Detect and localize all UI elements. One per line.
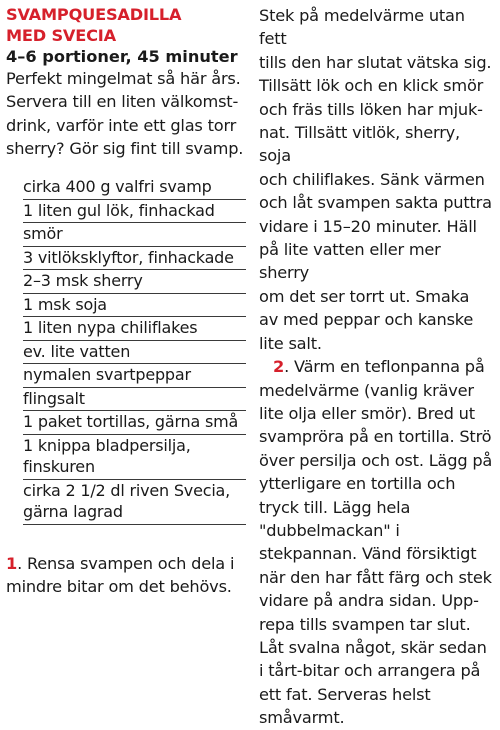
- left-column: [6, 4, 246, 525]
- ingredient-item: flingsalt: [23, 388, 246, 412]
- ingredient-item: ev. lite vatten: [23, 341, 246, 365]
- ingredient-item: smör: [23, 223, 246, 247]
- right-column: [259, 4, 495, 730]
- ingredient-item: 1 knippa bladpersilja, finskuren: [23, 435, 246, 480]
- step-1: [6, 552, 246, 599]
- step-1-number: 1: [6, 554, 18, 573]
- ingredient-item: 1 liten gul lök, finhackad: [23, 200, 246, 224]
- servings-time: 4–6 portioner, 45 minuter: [6, 47, 238, 66]
- recipe-title: [6, 4, 246, 46]
- step-1-text: . Rensa svampen och dela i mindre bitar om det behövs.: [6, 554, 235, 597]
- step-2-number: 2: [273, 357, 285, 377]
- ingredient-item: 3 vitlöksklyftor, finhackade: [23, 247, 246, 271]
- ingredient-item: 1 liten nypa chiliflakes: [23, 317, 246, 341]
- ingredient-item: 2–3 msk sherry: [23, 270, 246, 294]
- title-line-1: SVAMPQUESADILLA: [6, 5, 182, 24]
- step-2: [259, 355, 495, 730]
- ingredient-item: cirka 2 1/2 dl riven Svecia, gärna lagrad: [23, 480, 246, 525]
- recipe-intro: Perfekt mingelmat så här års. Servera till en liten välkomst-drink, varför inte ett glas torr sherry? Gör sig fint till svamp.: [6, 69, 244, 158]
- ingredient-item: nymalen svartpeppar: [23, 364, 246, 388]
- title-line-2: MED SVECIA: [6, 26, 116, 45]
- ingredient-item: 1 msk soja: [23, 294, 246, 318]
- step-2-text: . Värm en teflonpanna på medelvärme (vanlig kräver lite olja eller smör). Bred ut svampröra på en tortilla. Strö över persilja och ost. Lägg på ytterligare en tortilla och tryck till. Lägg hela "dubbelmackan" i stekpannan. Vänd försiktigt när den har fått färg och stek vidare på andra sidan. Upp-repa tills svampen tar slut. Låt svalna något, skär sedan i tårt-bitar och arrangera på ett fat. Serveras helst småvarmt.: [259, 357, 493, 728]
- ingredient-list: [6, 176, 246, 525]
- ingredient-item: 1 paket tortillas, gärna små: [23, 411, 246, 435]
- ingredient-item: cirka 400 g valfri svamp: [23, 176, 246, 200]
- step-1-continued: Stek på medelvärme utan fett tills den har slutat vätska sig. Tillsätt lök och en klick smör och fräs tills löken har mjuk- nat. Tillsätt vitlök, sherry, soja och chiliflakes. Sänk värmen och låt svampen sakta puttra vidare i 15–20 minuter. Häll på lite vatten eller mer sherry om det ser torrt ut. Smaka av med peppar och kanske lite salt.: [259, 6, 492, 353]
